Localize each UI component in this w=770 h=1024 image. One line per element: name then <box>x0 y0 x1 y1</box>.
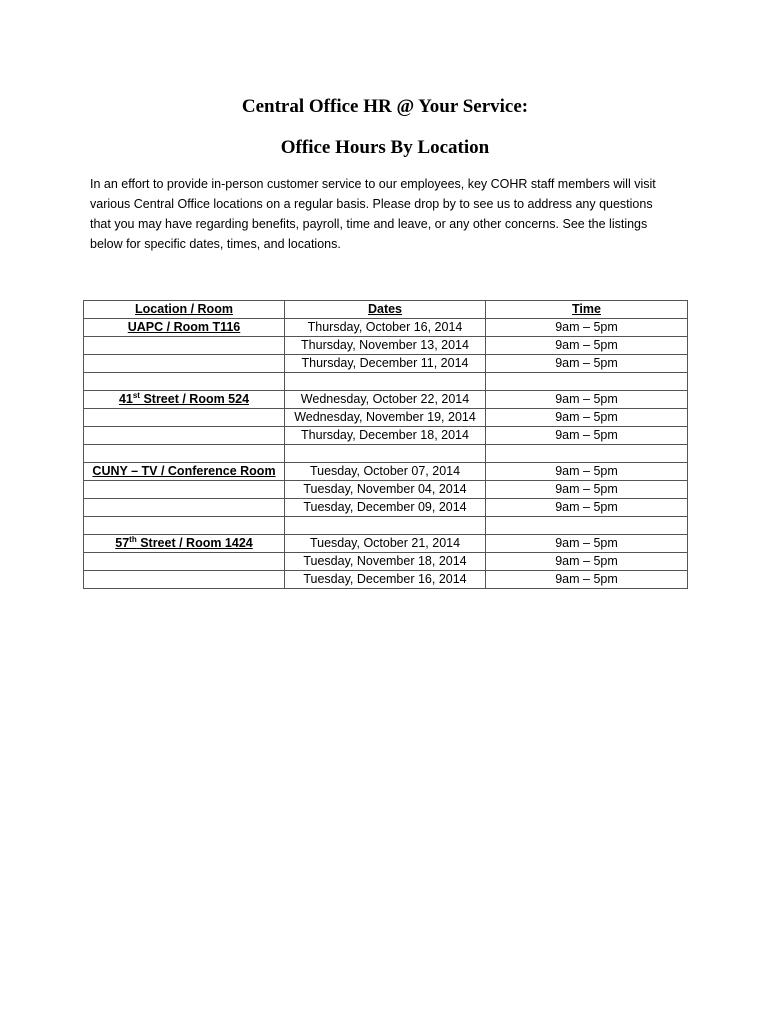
table-row <box>84 337 688 355</box>
location-name: 41st Street / Room 524 <box>118 390 250 406</box>
table-row <box>84 571 688 589</box>
location-cell <box>84 535 285 553</box>
header-dates: Dates <box>285 301 486 319</box>
table-row <box>84 553 688 571</box>
intro-paragraph <box>90 174 680 254</box>
date-cell: Wednesday, October 22, 2014 <box>285 391 486 409</box>
table-row <box>84 319 688 337</box>
intro-line: In an effort to provide in-person customer service to our employees, key COHR staff members will visit <box>90 177 656 191</box>
time-cell: 9am – 5pm <box>486 481 688 499</box>
intro-line: that you may have regarding benefits, payroll, time and leave, or any other concerns. See the listings <box>90 217 648 231</box>
location-name: 57th Street / Room 1424 <box>115 534 253 550</box>
date-cell: Wednesday, November 19, 2014 <box>285 409 486 427</box>
location-name: UAPC / Room T116 <box>127 320 241 334</box>
location-cell <box>84 463 285 481</box>
table-spacer-row <box>84 373 688 391</box>
time-cell: 9am – 5pm <box>486 409 688 427</box>
location-cell <box>84 319 285 337</box>
location-cell <box>84 337 285 355</box>
location-cell <box>84 427 285 445</box>
location-cell <box>84 571 285 589</box>
time-cell: 9am – 5pm <box>486 319 688 337</box>
date-cell: Tuesday, November 04, 2014 <box>285 481 486 499</box>
date-cell: Tuesday, December 09, 2014 <box>285 499 486 517</box>
time-cell: 9am – 5pm <box>486 571 688 589</box>
table-row <box>84 499 688 517</box>
date-cell: Thursday, October 16, 2014 <box>285 319 486 337</box>
table-row <box>84 427 688 445</box>
date-cell: Tuesday, October 21, 2014 <box>285 535 486 553</box>
time-cell: 9am – 5pm <box>486 535 688 553</box>
time-cell: 9am – 5pm <box>486 427 688 445</box>
time-cell: 9am – 5pm <box>486 463 688 481</box>
table-row <box>84 355 688 373</box>
location-name: CUNY – TV / Conference Room <box>92 464 276 478</box>
table-row <box>84 535 688 553</box>
table-row <box>84 409 688 427</box>
location-cell <box>84 499 285 517</box>
location-cell <box>84 391 285 409</box>
time-cell: 9am – 5pm <box>486 355 688 373</box>
office-hours-table <box>83 300 688 589</box>
header-location-room: Location / Room <box>84 301 285 319</box>
date-cell: Thursday, December 11, 2014 <box>285 355 486 373</box>
date-cell: Thursday, December 18, 2014 <box>285 427 486 445</box>
document-subtitle: Office Hours By Location <box>280 137 490 158</box>
date-cell: Tuesday, November 18, 2014 <box>285 553 486 571</box>
header-time: Time <box>486 301 688 319</box>
date-cell: Tuesday, December 16, 2014 <box>285 571 486 589</box>
location-cell <box>84 553 285 571</box>
table-row <box>84 481 688 499</box>
document-title: Central Office HR @ Your Service: <box>241 96 529 117</box>
table-header-row <box>84 301 688 319</box>
table-row <box>84 391 688 409</box>
table-spacer-row <box>84 445 688 463</box>
time-cell: 9am – 5pm <box>486 553 688 571</box>
intro-line: various Central Office locations on a regular basis. Please drop by to see us to address any questions <box>90 197 653 211</box>
table-row <box>84 463 688 481</box>
location-cell <box>84 481 285 499</box>
date-cell: Thursday, November 13, 2014 <box>285 337 486 355</box>
date-cell: Tuesday, October 07, 2014 <box>285 463 486 481</box>
time-cell: 9am – 5pm <box>486 337 688 355</box>
location-cell <box>84 355 285 373</box>
intro-line: below for specific dates, times, and locations. <box>90 237 341 251</box>
table-spacer-row <box>84 517 688 535</box>
time-cell: 9am – 5pm <box>486 499 688 517</box>
time-cell: 9am – 5pm <box>486 391 688 409</box>
location-cell <box>84 409 285 427</box>
